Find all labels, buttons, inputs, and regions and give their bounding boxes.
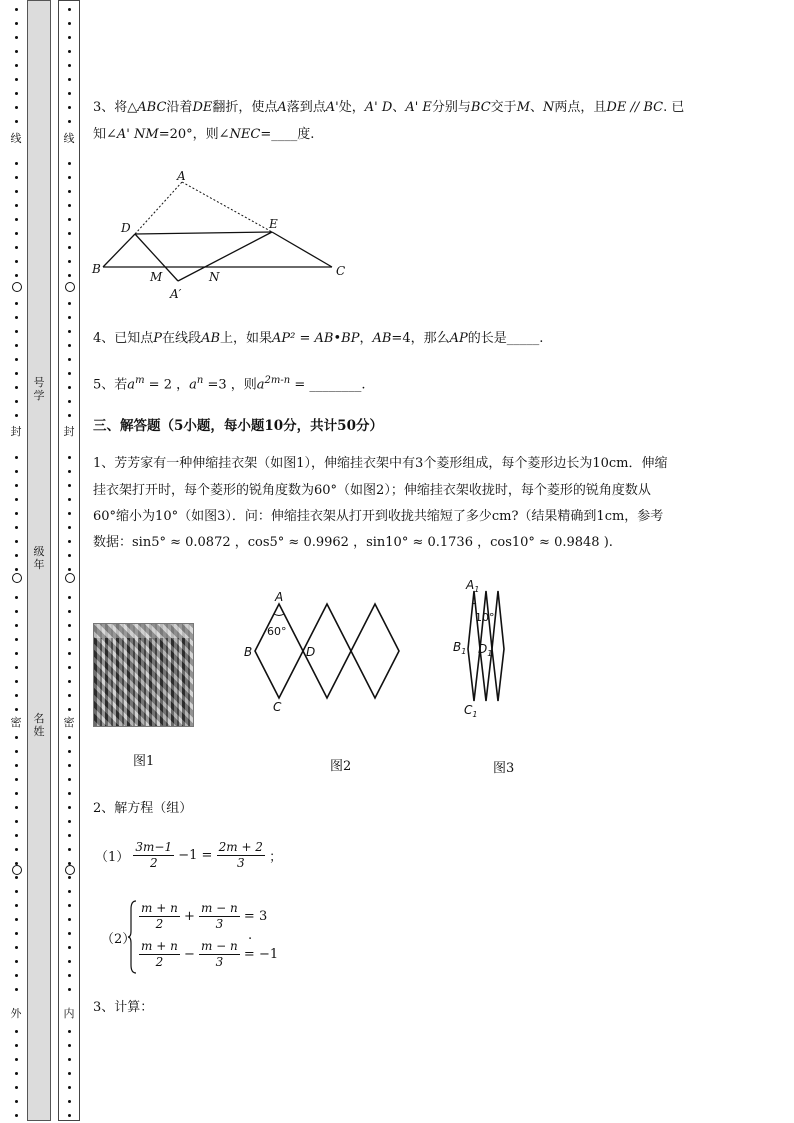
binding-dot [68, 792, 71, 795]
figure3-collapsed-rhombi [450, 577, 510, 717]
binding-dot [68, 330, 71, 333]
binding-dot [68, 456, 71, 459]
s3q1-line4: 数据：sin5° ≈ 0.0872 ，cos5° ≈ 0.9962 ，sin10° ≈ 0.1736 ，cos10° ≈ 0.9848 ). [93, 535, 613, 550]
binding-dot [68, 50, 71, 53]
s3q2-part2-row2: $\frac{m + n}{2}$ − $\frac{m - n}{3}$ = −1 [141, 939, 279, 969]
segment-ea-prime [178, 232, 272, 281]
binding-dot [15, 162, 18, 165]
binding-dot [68, 372, 71, 375]
segment-ec [272, 232, 332, 267]
frac-m-n-over-3-r2: $\frac{m - n}{3}$ [200, 939, 238, 969]
binding-dot [68, 1030, 71, 1033]
binding-dot [15, 204, 18, 207]
binding-dot [15, 484, 18, 487]
binding-dot [68, 344, 71, 347]
binding-outer-char-seal: 封 [10, 425, 22, 438]
figure1-hanger-photo [93, 623, 194, 727]
binding-dot [68, 512, 71, 515]
binding-dot [68, 666, 71, 669]
section-heading-answer-questions: 三、解答题（5小题，每小题10分，共计50分） [93, 418, 383, 434]
binding-dot [68, 470, 71, 473]
fig3-angle-label: 10° [475, 611, 495, 624]
binding-dot [68, 386, 71, 389]
fig2-label-c: C [273, 700, 282, 714]
binding-dot [68, 778, 71, 781]
binding-dot [68, 484, 71, 487]
binding-dot [15, 274, 18, 277]
s3q1-line3: 60°缩小为10°（如图3）．问：伸缩挂衣架从打开到收拢共缩短了多少cm?（结果精确到1cm，参考 [93, 509, 664, 524]
binding-dot [68, 596, 71, 599]
s3q2-part2-row1: $\frac{m + n}{2}$ + $\frac{m - n}{3}$ = 3 [141, 901, 268, 931]
label-a: A [177, 169, 186, 183]
fig2-label-b: B [244, 645, 253, 659]
binding-dot [15, 694, 18, 697]
binding-dot [15, 792, 18, 795]
fig3-label-a1: $A_1$ [466, 578, 480, 594]
binding-dot [68, 218, 71, 221]
s3q1-line2: 挂衣架打开时，每个菱形的锐角度数为60°（如图2）；伸缩挂衣架收拢时，每个菱形的锐角度数从 [93, 483, 651, 498]
binding-dot [15, 36, 18, 39]
dotted-ae [182, 182, 272, 232]
rhombus-3 [351, 604, 399, 698]
binding-ring [65, 573, 75, 583]
binding-dot [68, 932, 71, 935]
binding-dot [68, 414, 71, 417]
binding-dot [15, 680, 18, 683]
binding-inner-char-secret: 密 [63, 716, 75, 729]
binding-outer-char-line: 线 [10, 132, 22, 145]
binding-dot [15, 652, 18, 655]
binding-dot [68, 1044, 71, 1047]
binding-dot [15, 820, 18, 823]
binding-dot [68, 680, 71, 683]
binding-dot [68, 316, 71, 319]
photo-lattice-shade [94, 624, 193, 726]
binding-dot [15, 554, 18, 557]
binding-dot [15, 22, 18, 25]
binding-dot [68, 1072, 71, 1075]
binding-dot [15, 834, 18, 837]
binding-dot [68, 904, 71, 907]
thin-rhombus-3 [492, 591, 504, 701]
binding-dot [15, 778, 18, 781]
binding-dot [15, 568, 18, 571]
binding-ring [12, 282, 22, 292]
label-e: E [269, 217, 278, 231]
binding-dot [15, 8, 18, 11]
binding-dot [68, 8, 71, 11]
binding-ring [65, 282, 75, 292]
segment-bd [103, 234, 135, 267]
binding-dot [15, 358, 18, 361]
binding-field-name: 名姓 [33, 712, 45, 738]
binding-dot [68, 358, 71, 361]
binding-dot [68, 610, 71, 613]
binding-dot [68, 232, 71, 235]
system-brace [127, 899, 137, 975]
binding-dot [15, 260, 18, 263]
binding-dot [15, 736, 18, 739]
binding-dot [15, 78, 18, 81]
figure3-caption: 图3 [493, 761, 515, 776]
binding-dot [15, 50, 18, 53]
figure1-caption: 图1 [133, 754, 155, 769]
frac-2m+2-over-3: $\frac{2m + 2}{3}$ [218, 840, 263, 870]
label-b: B [92, 262, 101, 276]
binding-dot [68, 246, 71, 249]
binding-dot [15, 470, 18, 473]
binding-dot [15, 372, 18, 375]
binding-dot [68, 106, 71, 109]
s3q2-part2-end: . [248, 928, 253, 943]
label-a-prime: A′ [170, 287, 182, 301]
binding-dot [15, 596, 18, 599]
q4-line: 4、已知点P在线段AB上，如果AP² = AB•BP，AB=4，那么AP的长是_____. [93, 331, 544, 346]
binding-inner-char-inside: 内 [63, 1007, 75, 1020]
binding-dot [68, 820, 71, 823]
binding-dot [68, 92, 71, 95]
binding-dot [68, 876, 71, 879]
binding-dot [15, 218, 18, 221]
binding-ring [12, 865, 22, 875]
binding-dot [15, 330, 18, 333]
binding-dot [68, 498, 71, 501]
label-m: M [150, 270, 163, 284]
figure2-caption: 图2 [330, 759, 352, 774]
binding-dot [68, 554, 71, 557]
binding-dot [15, 638, 18, 641]
binding-dot [68, 848, 71, 851]
s3q2-part1: （1） $\frac{3m-1}{2}$ −1 = $\frac{2m + 2}{3}$ ； [95, 840, 283, 870]
binding-dot [15, 750, 18, 753]
binding-dot [15, 176, 18, 179]
binding-dot [15, 1086, 18, 1089]
s3q3-title: 3、计算： [93, 1000, 154, 1015]
binding-dot [68, 64, 71, 67]
dotted-da [135, 182, 182, 234]
binding-dot [68, 526, 71, 529]
fig3-label-b1: $B_1$ [453, 640, 467, 656]
binding-dot [15, 344, 18, 347]
binding-dot [68, 260, 71, 263]
label-c: C [336, 264, 346, 278]
binding-dot [68, 918, 71, 921]
binding-dot [15, 498, 18, 501]
binding-dot [15, 918, 18, 921]
binding-dot [68, 302, 71, 305]
binding-dot [15, 1072, 18, 1075]
binding-dot [68, 176, 71, 179]
binding-dot [68, 400, 71, 403]
binding-dot [68, 162, 71, 165]
binding-field-class: 级年 [33, 545, 45, 571]
binding-dot [15, 64, 18, 67]
binding-inner-char-line: 线 [63, 132, 75, 145]
s3q2-part2-label: （2） [101, 932, 136, 947]
binding-dot [15, 876, 18, 879]
binding-dot [15, 1044, 18, 1047]
binding-dot [15, 1058, 18, 1061]
binding-dot [15, 120, 18, 123]
rhombus-1 [255, 604, 303, 698]
binding-dot [15, 890, 18, 893]
fig3-label-d1: $D_1$ [478, 642, 493, 658]
binding-dot [68, 1114, 71, 1117]
frac-3m-1-over-2: $\frac{3m-1}{2}$ [135, 840, 173, 870]
binding-dot [68, 540, 71, 543]
binding-dot [15, 946, 18, 949]
binding-dot [68, 736, 71, 739]
q3-fold-figure [88, 165, 358, 305]
q3-line2: 知∠A' NM=20°，则∠NEC=____度. [93, 127, 315, 142]
segment-de [135, 232, 272, 234]
binding-field-exam-number: 号学 [33, 376, 45, 402]
binding-dot [68, 764, 71, 767]
binding-dot [68, 36, 71, 39]
binding-dot [15, 1030, 18, 1033]
binding-dot [15, 904, 18, 907]
binding-outer-char-secret: 密 [10, 716, 22, 729]
binding-dot [15, 414, 18, 417]
binding-dot [68, 274, 71, 277]
binding-dot [68, 694, 71, 697]
binding-dot [68, 190, 71, 193]
label-n: N [209, 270, 220, 284]
binding-dot [15, 932, 18, 935]
binding-dot [15, 974, 18, 977]
binding-dot [68, 120, 71, 123]
binding-dot [15, 666, 18, 669]
binding-dot [68, 78, 71, 81]
binding-dot [15, 1114, 18, 1117]
binding-dot [15, 386, 18, 389]
binding-dot [68, 1058, 71, 1061]
frac-m+n-over-2-r2: $\frac{m + n}{2}$ [141, 939, 178, 969]
binding-ring [65, 865, 75, 875]
binding-dot [15, 302, 18, 305]
binding-dot [15, 708, 18, 711]
binding-dot [15, 610, 18, 613]
binding-dot [15, 848, 18, 851]
binding-dot [15, 246, 18, 249]
binding-outer-char-outside: 外 [10, 1007, 22, 1020]
binding-dot [15, 624, 18, 627]
q5-line: 5、若$a^m = 2$ ，$a^n =3$ ，则$a^{2m-n}$ = ________. [93, 375, 366, 393]
fig2-label-d: D [306, 645, 316, 659]
frac-m-n-over-3-r1: $\frac{m - n}{3}$ [200, 901, 238, 931]
binding-dot [68, 22, 71, 25]
binding-dot [68, 1086, 71, 1089]
binding-dot [15, 540, 18, 543]
binding-dot [68, 960, 71, 963]
s3q2-title: 2、解方程（组） [93, 801, 193, 816]
binding-dot [15, 232, 18, 235]
binding-dot [68, 974, 71, 977]
binding-dot [15, 960, 18, 963]
fig3-label-c1: $C_1$ [464, 703, 478, 717]
binding-dot [15, 456, 18, 459]
binding-dot [15, 806, 18, 809]
binding-dot [68, 806, 71, 809]
binding-dot [15, 1100, 18, 1103]
binding-ring [12, 573, 22, 583]
label-d: D [121, 221, 131, 235]
figure2-rhombi [240, 585, 410, 715]
binding-dot [15, 512, 18, 515]
fig2-label-a: A [275, 590, 284, 604]
binding-dot [15, 988, 18, 991]
s3q1-line1: 1、芳芳家有一种伸缩挂衣架（如图1），伸缩挂衣架中有3个菱形组成，每个菱形边长为10cm．伸缩 [93, 456, 668, 471]
binding-dot [15, 316, 18, 319]
binding-dot [68, 652, 71, 655]
binding-dot [15, 764, 18, 767]
binding-inner-char-seal: 封 [63, 425, 75, 438]
binding-dot [68, 890, 71, 893]
binding-dot [68, 708, 71, 711]
binding-dot [15, 526, 18, 529]
binding-dot [68, 988, 71, 991]
fig2-angle-label: 60° [267, 625, 287, 638]
q3-line1: 3、将△ABC沿着DE翻折，使点A落到点A'处，A' D、A' E分别与BC交于M、N两点，且DE // BC. 已 [93, 100, 685, 115]
binding-dot [68, 568, 71, 571]
binding-dot [68, 624, 71, 627]
binding-dot [68, 638, 71, 641]
frac-m+n-over-2-r1: $\frac{m + n}{2}$ [141, 901, 178, 931]
binding-dot [15, 106, 18, 109]
angle-arc-60 [274, 614, 284, 615]
binding-dot [68, 834, 71, 837]
binding-dot [15, 400, 18, 403]
binding-inner-strip [58, 0, 80, 1121]
binding-dot [68, 1100, 71, 1103]
binding-dot [15, 92, 18, 95]
binding-dot [68, 204, 71, 207]
binding-dot [68, 946, 71, 949]
angle-arc-10 [472, 603, 476, 604]
binding-dot [68, 750, 71, 753]
binding-dot [15, 190, 18, 193]
